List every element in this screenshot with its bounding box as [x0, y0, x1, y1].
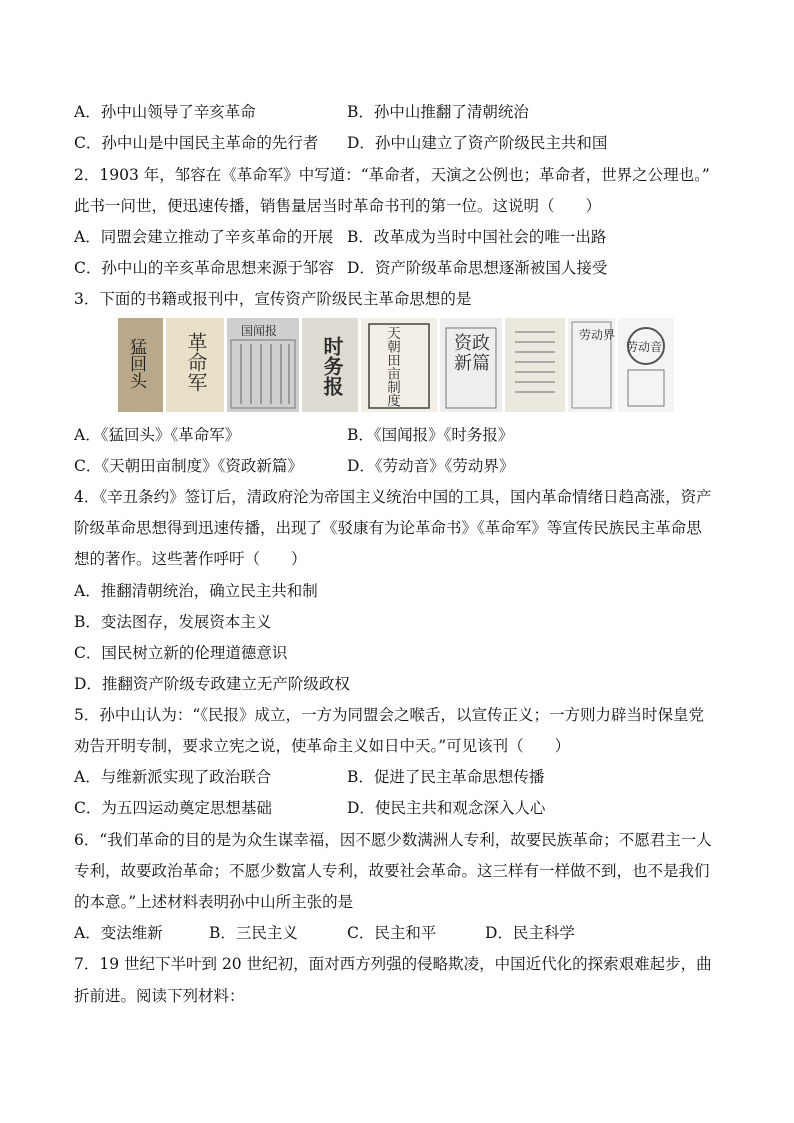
q2-option-b: B．改革成为当时中国社会的唯一出路 — [347, 228, 607, 246]
q2-stem-line-1: 2．1903 年，邹容在《革命军》中写道：“革命者，天演之公例也；革命者，世界之公理也。” — [74, 166, 710, 184]
cover-zizheng-xinpian — [440, 318, 502, 412]
q4-stem-line-1: 4．《辛丑条约》签订后，清政府沦为帝国主义统治中国的工具，国内革命情绪日趋高涨，资产 — [74, 488, 712, 506]
q5-option-d: D．使民主共和观念深入人心 — [347, 799, 546, 817]
q2-stem-line-2: 此书一问世，便迅速传播，销售量居当时革命书刊的第一位。这说明（ ） — [74, 197, 602, 215]
q1-option-b: B．孙中山推翻了清朝统治 — [347, 103, 529, 121]
q2-option-d: D．资产阶级革命思想逐渐被国人接受 — [347, 259, 608, 277]
q5-stem-line-2: 劝告开明专制，要求立宪之说，使革命主义如日中天。”可见该刊（ ） — [74, 737, 571, 755]
q1-option-c: C．孙中山是中国民主革命的先行者 — [74, 134, 319, 152]
q7-stem-line-1: 7．19 世纪下半叶到 20 世纪初，面对西方列强的侵略欺凌，中国近代化的探索艰难起步，曲 — [74, 955, 712, 973]
publication-covers-image — [118, 318, 674, 412]
q3-option-b: B．《国闻报》《时务报》 — [347, 426, 514, 444]
q4-stem-line-2: 阶级革命思想得到迅速传播，出现了《驳康有为论革命书》《革命军》等宣传民族民主革命思 — [74, 519, 702, 537]
cover-title: 天朝田亩制度 — [384, 326, 400, 407]
q5-option-c: C．为五四运动奠定思想基础 — [74, 799, 272, 817]
q6-stem-line-1: 6．“我们革命的目的是为众生谋幸福，因不愿少数满洲人专利，故要民族革命；不愿君主一人 — [74, 831, 712, 849]
cover-title: 劳动界 — [579, 328, 615, 342]
q5-option-a: A．与维新派实现了政治联合 — [74, 768, 272, 786]
q4-option-d: D．推翻资产阶级专政建立无产阶级政权 — [74, 675, 350, 693]
q4-stem-line-3: 想的著作。这些著作呼吁（ ） — [74, 550, 307, 568]
q6-option-b: B．三民主义 — [209, 924, 298, 942]
cover-title: 时务报 — [320, 336, 344, 396]
cover-title: 国闻报 — [241, 324, 278, 338]
decorative-emblem — [618, 318, 674, 412]
q1-option-a: A．孙中山领导了辛亥革命 — [74, 103, 256, 121]
q4-option-c: C．国民树立新的伦理道德意识 — [74, 644, 288, 662]
q5-stem-line-1: 5．孙中山认为：“《民报》成立，一方为同盟会之喉舌，以宣传正义；一方则力辟当时保皇党 — [74, 706, 705, 724]
q3-stem: 3．下面的书籍或报刊中，宣传资产阶级民主革命思想的是 — [74, 290, 472, 308]
q3-option-a: A．《猛回头》《革命军》 — [74, 426, 241, 444]
q6-option-d: D．民主科学 — [485, 924, 575, 942]
cover-title: 猛回头 — [126, 338, 146, 389]
cover-title: 资政新篇 — [454, 333, 490, 374]
cover-menghuitou — [118, 318, 163, 412]
newspaper-texture — [227, 318, 299, 412]
cover-title: 劳动音 — [626, 340, 663, 354]
q6-option-a: A．变法维新 — [74, 924, 163, 942]
text-page-texture — [505, 318, 565, 412]
q3-option-d: D．《劳动音》《劳动界》 — [347, 457, 515, 475]
q5-option-b: B．促进了民主革命思想传播 — [347, 768, 545, 786]
q3-option-c: C．《天朝田亩制度》《资政新篇》 — [74, 457, 303, 475]
cover-gemingjun — [166, 318, 224, 412]
cover-laodongyin — [618, 318, 674, 412]
q1-option-d: D．孙中山建立了资产阶级民主共和国 — [347, 134, 608, 152]
q6-stem-line-2: 专利，故要政治革命；不愿少数富人专利，故要社会革命。这三样有一样做不到，也不是我们 — [74, 862, 710, 880]
cover-shiwubao — [302, 318, 358, 412]
q2-option-c: C．孙中山的辛亥革命思想来源于邹容 — [74, 259, 334, 277]
cover-tianchao-tianmu-zhidu — [361, 318, 437, 412]
q4-option-b: B．变法图存，发展资本主义 — [74, 613, 272, 631]
q7-stem-line-2: 折前进。阅读下列材料： — [74, 987, 245, 1005]
cover-laodongjie — [568, 318, 615, 412]
cover-plain-text-page — [505, 318, 565, 412]
q4-option-a: A．推翻清朝统治，确立民主共和制 — [74, 582, 318, 600]
q6-option-c: C．民主和平 — [347, 924, 437, 942]
q6-stem-line-3: 的本意。”上述材料表明孙中山所主张的是 — [74, 893, 354, 911]
cover-guowenbao — [227, 318, 299, 412]
q2-option-a: A．同盟会建立推动了辛亥革命的开展 — [74, 228, 334, 246]
cover-title: 革命军 — [184, 332, 208, 392]
